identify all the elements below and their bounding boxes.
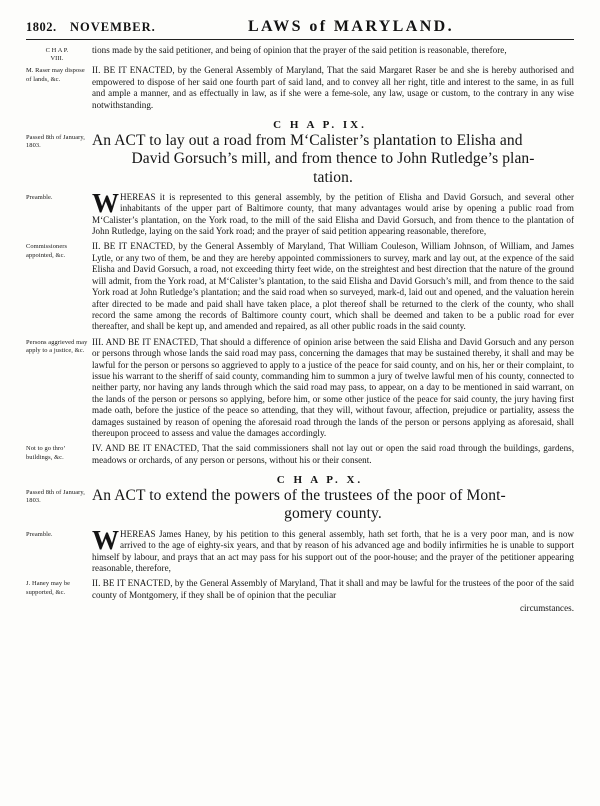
paragraph: II. BE IT ENACTED, by the General Assembly of Maryland, That it shall and may be lawful for the trustees of the poor of the said county of Montgomery, if they shall be of opinion that the peculiar: [92, 578, 574, 600]
chapter-9-section-4: [26, 443, 574, 468]
marginal-note-preamble-9: Preamble.: [26, 193, 53, 201]
chapter-9-title-line3: tation.: [313, 168, 353, 186]
marginal-note-buildings: Not to go thro’ buildings, &c.: [26, 445, 66, 461]
section-chap8-ii-text: [92, 65, 574, 113]
marginal-note-raser: M. Raser may dispose of lands, &c.: [26, 67, 85, 83]
paragraph: HEREAS it is represented to this general assembly, by the petition of Elisha and David Gorsuch, and several other inhabitants of the upper part of Baltimore county, that many advantages would arise by opening a public road from M‘Calister’s plantation, on the York road, to the mill of the said Elisha and David Gorsuch, and from thence to the plantation of John Rutledge, laying on the said York road; and the prayer of said petition appearing reasonable, therefore,: [92, 191, 574, 237]
chapter-9-section-3: [26, 337, 574, 442]
chapter-9-title-block: [26, 132, 574, 190]
chapter-9-title-line2: David Gorsuch’s mill, and from thence to John Rutledge’s plan-: [131, 150, 535, 168]
section-chap8-continuation: [26, 45, 574, 63]
marginal-note-passed-10: Passed 8th of January, 1803.: [26, 489, 85, 505]
marginal-note-commissioners: Commissioners appointed, &c.: [26, 243, 68, 259]
marginal-note-haney: J. Haney may be supported, &c.: [26, 580, 71, 596]
chapter-9-preamble-block: [26, 187, 574, 240]
chapter-10-title-block: [26, 487, 574, 527]
chapter-10-section-2: [26, 578, 574, 616]
chapter-9-title: [92, 132, 574, 187]
running-head-title: LAWS of MARYLAND.: [247, 18, 455, 35]
chapter-9-title-line1: An ACT to lay out a road from M‘Calister’s plantation to Elisha and: [92, 132, 523, 149]
chapter-9-section-2: [26, 241, 574, 334]
marginal-note-chap8: C H A P. VIII.: [45, 47, 69, 63]
paragraph: IV. AND BE IT ENACTED, That the said commissioners shall not lay out or open the said road through the buildings, gardens, meadows or orchards, of any person or persons, without his or their consent.: [92, 443, 574, 465]
catchword: circumstances.: [519, 603, 574, 614]
running-head: [26, 18, 574, 40]
paragraph: II. BE IT ENACTED, by the General Assembly of Maryland, That the said Margaret Raser be and she is hereby authorised and empowered to dispose of her said one fourth part of said land, and to convey all her right, title and interest to the same, in as full and ample a manner, and as effectually in law, as if she were a feme-sole, any law, usage or custom, to the contrary in any wise notwithstanding.: [92, 65, 574, 110]
chapter-10-preamble-block: [26, 524, 574, 577]
page-content: [26, 18, 574, 788]
paragraph: tions made by the said petitioner, and being of opinion that the prayer of the said petition is reasonable, therefore,: [92, 45, 507, 55]
paragraph: HEREAS James Haney, by his petition to this general assembly, hath set forth, that he is a very poor man, and is now arrived to the age of eighty-six years, and that by reason of his advanced age and bodily infirmities he is unable to support himself by labour, and prays that an act may pass for his support out of the poor-house; and the prayer of the petitioner appearing reasonable, therefore,: [92, 528, 574, 573]
marginal-note-passed-9: Passed 8th of January, 1803.: [26, 134, 85, 150]
paragraph: II. BE IT ENACTED, by the General Assembly of Maryland, That William Couleson, William Johnson, of William, and James Lytle, or any two of them, be and they are hereby appointed commissioners to survey, mark and lay out, at the expence of the said Elisha and David Gorsuch, a road, not exceeding thirty feet wide, on the streightest and best direction that the nature of the ground will admit, from the York road, at M‘Calister’s plantation, to the said Elisha and David Gorsuch’s mill, and from thence to the said York road at John Rutledge’s plantation; and the said road when so surveyed, mark-d, laid out and opened, and the valuation herein after directed to be made and paid shall have taken place, a plot thereof shall be returned to the clerk of the county, who shall record the same among the records of Baltimore county court, which shall be deemed and taken to be a public road for ever thereafter, and shall be kept up, and amended and repaired, as all other public roads in the said county.: [92, 241, 574, 332]
running-head-month: NOVEMBER.: [70, 20, 156, 34]
chapter-10-title: [92, 487, 574, 524]
chapter-10-title-line1: An ACT to extend the powers of the trustees of the poor of Mont-: [92, 487, 506, 505]
chapter-10-label: C H A P. X.: [276, 474, 364, 487]
section-chap8-ii: [26, 65, 574, 113]
section-chap8-text: [92, 45, 574, 58]
marginal-note-preamble-10: Preamble.: [26, 530, 53, 538]
chapter-9-label: C H A P. IX.: [273, 119, 367, 131]
drop-cap-10: W: [92, 524, 120, 555]
chapter-10-title-line2: gomery county.: [284, 505, 382, 523]
running-head-year: 1802.: [26, 20, 57, 34]
drop-cap-9: W: [92, 187, 120, 218]
paragraph: III. AND BE IT ENACTED, That should a difference of opinion arise between the said Elisha and David Gorsuch and any person or persons through whose lands the said road may pass, concerning the damages that may be sustained thereby, it shall and may be lawful for the person or persons so aggrieved to apply to a justice of the peace for said county, and on his, her or their complaint, to issue his warrant to the sheriff of said county, commanding him to summon a jury of twelve lawful men of his county, connected to neither party, nor having any lands through which the said road may pass, to appear, on a day to be mentioned in said warrant, on the lands of the person or persons so applying, before him, or some other justice of the peace for said county, the jury having first made oath, before the justice of the peace so attending, that they will, without favour, affection, prejudice or partiality, assess the damages sustained by reason of opening the aforesaid road through the lands of the person or persons applying as aforesaid, shall thereupon proceed to assess and value the damages accordingly.: [92, 336, 574, 438]
marginal-note-aggrieved: Persons aggrieved may apply to a justice, &c.: [26, 338, 88, 354]
